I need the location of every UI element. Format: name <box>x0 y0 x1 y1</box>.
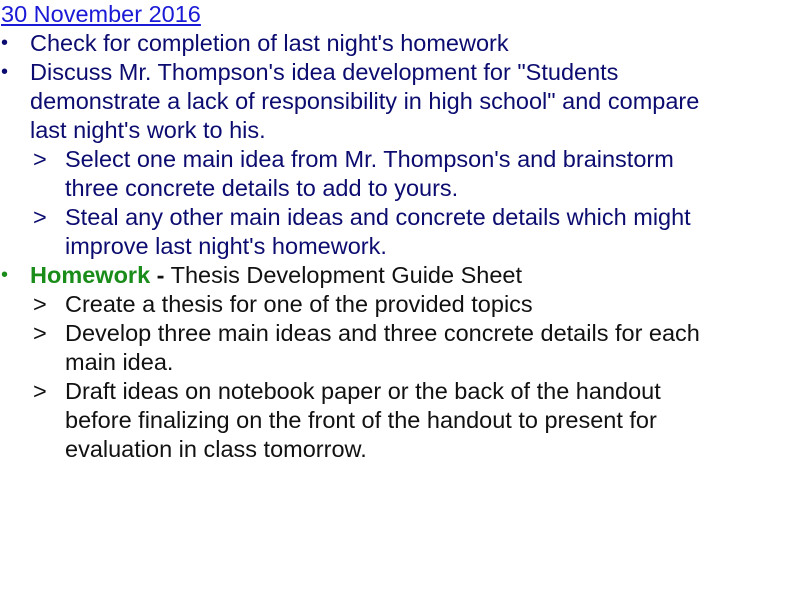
sub-item-line: Draft ideas on notebook paper or the back of the handout <box>65 378 661 404</box>
sub-item-line: Steal any other main ideas and concrete details which might <box>65 204 691 230</box>
sub-item-line: before finalizing on the front of the handout to present for <box>65 407 657 433</box>
date-link[interactable]: 30 November 2016 <box>1 1 201 27</box>
sub-item-line: Select one main idea from Mr. Thompson's and brainstorm <box>65 146 674 172</box>
sub-item-line: three concrete details to add to yours. <box>65 175 459 201</box>
agenda-item-check-homework: Check for completion of last night's homework <box>30 30 509 56</box>
bullet-marker: • <box>1 32 9 54</box>
sub-marker: > <box>33 320 47 346</box>
bullet-marker: • <box>1 264 9 286</box>
sub-item-draft-ideas <box>65 377 785 464</box>
sub-marker: > <box>33 291 47 317</box>
sub-item-line: Develop three main ideas and three concrete details for each <box>65 320 700 346</box>
sub-marker: > <box>33 146 47 172</box>
agenda-item-homework <box>30 261 790 290</box>
homework-title: Thesis Development Guide Sheet <box>170 262 522 288</box>
sub-item-select-main-idea <box>65 145 785 203</box>
sub-marker: > <box>33 204 47 230</box>
agenda-item-discuss-line: last night's work to his. <box>30 117 266 143</box>
sub-item-line: Create a thesis for one of the provided topics <box>65 291 533 317</box>
bullet-marker: • <box>1 61 9 83</box>
sub-marker: > <box>33 378 47 404</box>
agenda-item-discuss <box>30 58 790 145</box>
sub-item-steal-ideas <box>65 203 785 261</box>
sub-item-line: evaluation in class tomorrow. <box>65 436 367 462</box>
sub-item-line: improve last night's homework. <box>65 233 387 259</box>
sub-item-line: main idea. <box>65 349 174 375</box>
agenda-item-discuss-line: demonstrate a lack of responsibility in high school" and compare <box>30 88 700 114</box>
agenda-item-discuss-line: Discuss Mr. Thompson's idea development for "Students <box>30 59 619 85</box>
sub-item-create-thesis <box>65 290 785 319</box>
sub-item-develop-ideas <box>65 319 785 377</box>
homework-separator: - <box>156 262 165 288</box>
homework-label: Homework <box>30 262 151 288</box>
